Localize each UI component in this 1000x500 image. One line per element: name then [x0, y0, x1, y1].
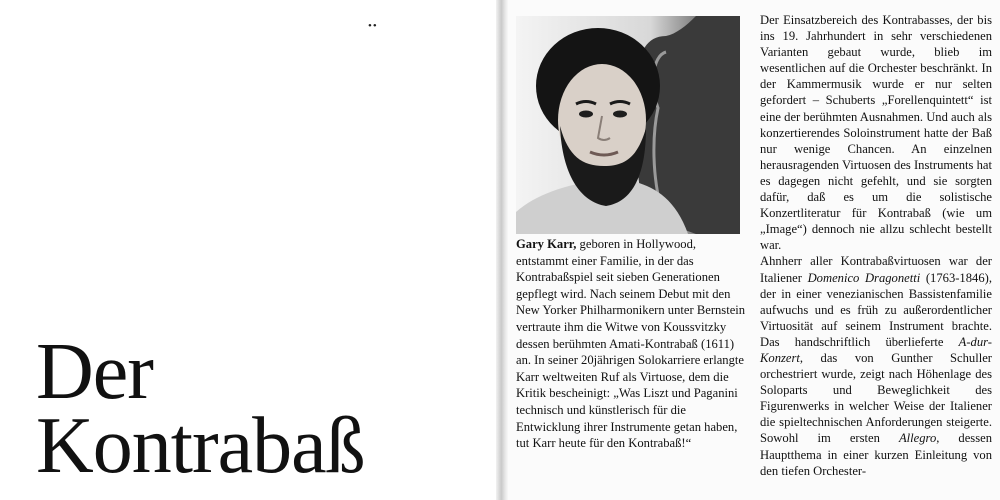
- movement-name: Allegro: [898, 431, 937, 446]
- book-gutter: [496, 0, 508, 500]
- article-paragraph-2: [760, 253, 992, 478]
- title-line-2: Kontrabaß: [36, 402, 365, 490]
- work-title: A-dur-Konzert: [760, 334, 992, 365]
- photo-caption: [516, 236, 748, 452]
- caption-name: Gary Karr,: [516, 237, 577, 251]
- left-page: [0, 0, 496, 500]
- article-column: [760, 12, 992, 479]
- caption-text: geboren in Hollywood, entstammt einer Familie, in der das Kontrabaßspiel seit sieben Generationen gepflegt wird. Nach seinem Debut mit den New Yorker Philharmonikern unter Bernstein vertraute ihm die Witwe von Koussvitzky dessen berühmten Amati-Kontrabaß (1611) an. In seiner 20jährigen Solokarriere erlangte Karr weltweiten Ruf als Virtuose, dem die Kritik bescheinigt: „Was Liszt und Paganini technisch und künstlerisch für die Entwicklung ihrer Instrumente getan haben, tut Karr heute für den Kontrabaß!“: [516, 237, 746, 451]
- para2-text-a: Ahnherr aller Kontrabaßvirtuosen war der Italiener: [760, 254, 992, 285]
- para2-text-c: , das von Gunther Schuller orchestriert wurde, zeigt nach Höhenlage des Soloparts und Beweglichkeit des Figurenwerks in welcher Weise der Italiener die spieltechnischen Anforderungen steigerte. Sowohl im ersten: [760, 350, 992, 446]
- page-title: [36, 328, 365, 490]
- ornament-mark: ••: [368, 20, 378, 32]
- caption-paragraph: [516, 236, 748, 452]
- title-line-1: Der: [36, 328, 153, 416]
- para2-text-b: (1763-1846), der in einer venezianischen Bassistenfamilie aufwuchs und es früh zu außerordentlicher Virtuosität auf seinem Instrument brachte. Das handschriftlich überlieferte: [760, 270, 992, 349]
- para2-text-d: , dessen Hauptthema in einer kurzen Einleitung von den tiefen Orchester-: [760, 431, 992, 478]
- portrait-photo: [516, 16, 740, 234]
- portrait-image: [516, 16, 740, 234]
- composer-name: Domenico Dragonetti: [807, 270, 921, 285]
- article-paragraph-1: Der Einsatzbereich des Kontrabasses, der bis ins 19. Jahrhundert in sehr verschiedenen Varianten gebaut wurde, blieb im wesentlichen auf die Orchester beschränkt. In der Kammermusik wurde er nur selten gefordert – Schuberts „Forellenquintett“ ist eine der berühmten Ausnahmen. Und auch als konzertierendes Soloinstrument hatte der Baß nur wenige Chancen. An einzelnen herausragenden Virtuosen des Instruments hat es dagegen nicht gefehlt, und sie sorgten dafür, daß es um die solistische Konzertliteratur für Kontrabaß (wie um „Image“) dennoch nie allzu schlecht bestellt war.: [760, 13, 992, 253]
